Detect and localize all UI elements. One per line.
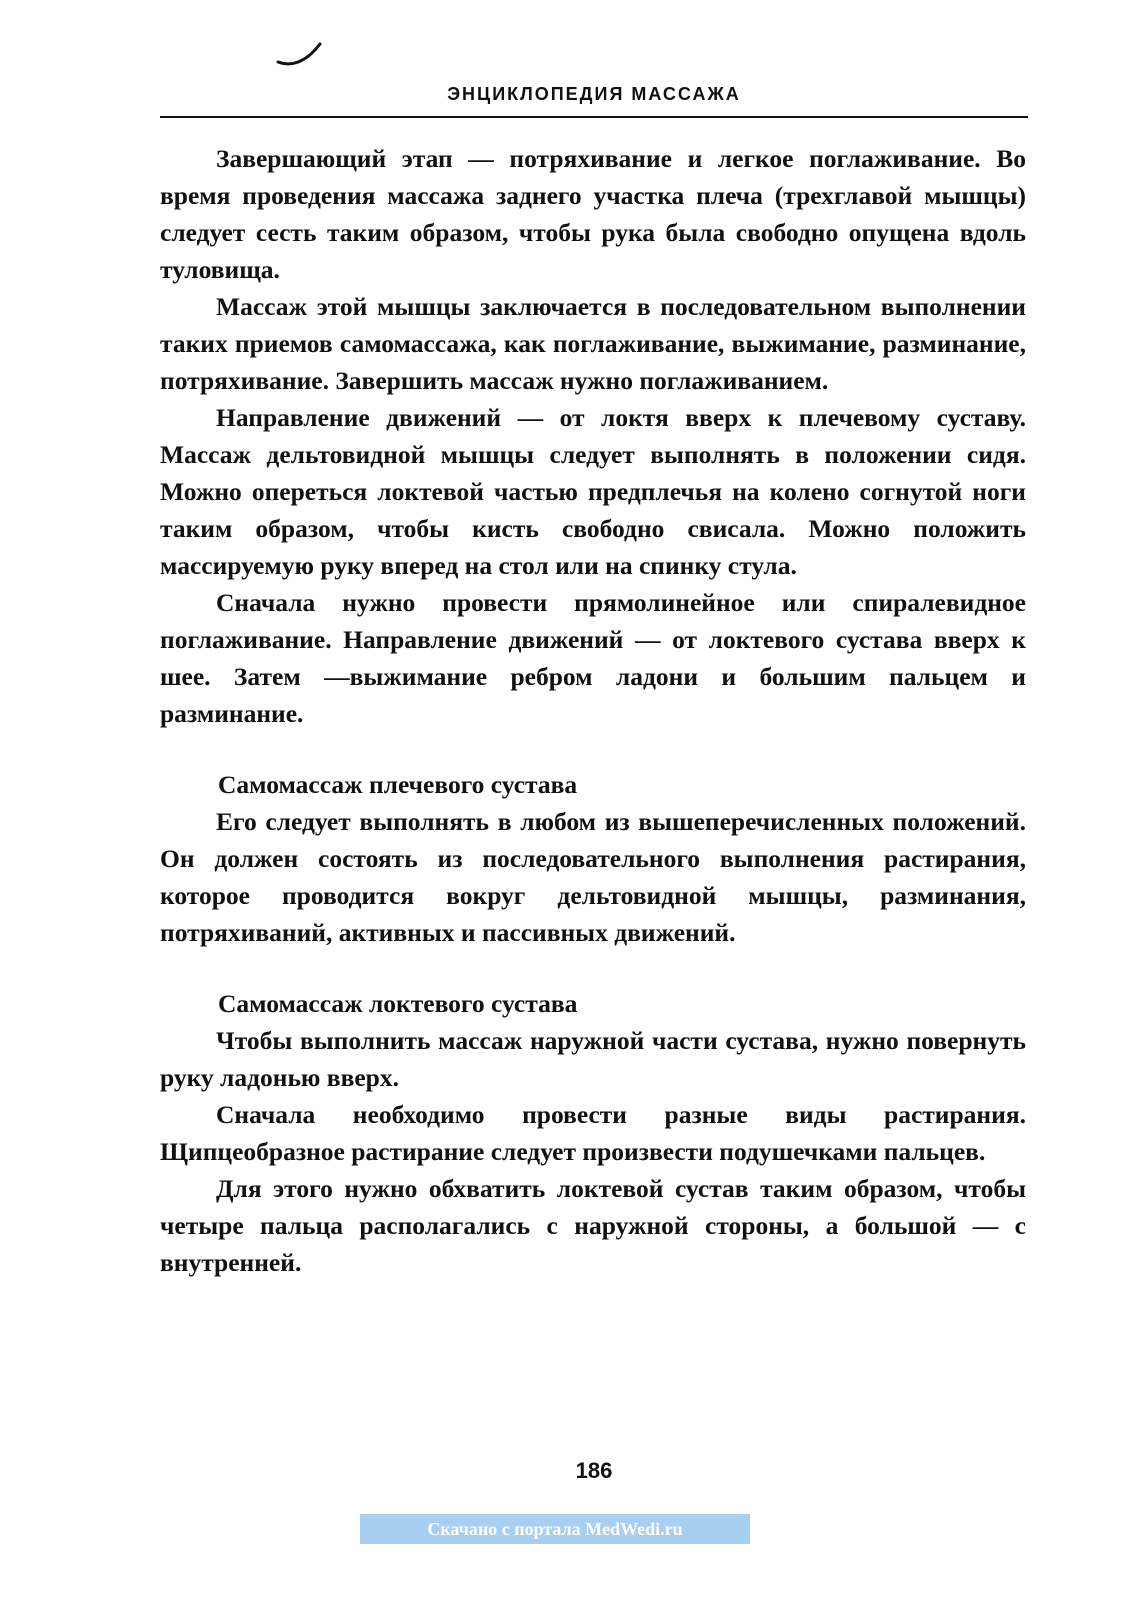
section-heading: Самомассаж плечевого сустава [218,770,578,799]
pen-mark [276,38,324,68]
section-heading: Самомассаж локтевого сустава [218,989,578,1018]
page-body [160,140,1026,1281]
paragraph: Направление движений — от локтя вверх к плечевому суставу. Массаж дельтовидной мышцы следует выполнять в положении сидя. Можно опереться локтевой частью предплечья на колено согнутой ноги таким образом, чтобы кисть свободно свисала. Можно положить массируемую руку вперед на стол или на спинку стула. [160,403,1026,580]
watermark-banner: Скачано с портала MedWedi.ru [360,1514,750,1544]
paragraph: Завершающий этап — потряхивание и легкое поглаживание. Во время проведения массажа заднего участка плеча (трехглавой мышцы) следует сесть таким образом, чтобы рука была свободно опущена вдоль туловища. [160,144,1026,284]
paragraph: Чтобы выполнить массаж наружной части сустава, нужно повернуть руку ладонью вверх. [160,1026,1026,1092]
paragraph: Сначала необходимо провести разные виды растирания. Щипцеобразное растирание следует произвести подушечками пальцев. [160,1100,1026,1166]
paragraph: Массаж этой мышцы заключается в последовательном выполнении таких приемов самомассажа, как поглаживание, выжимание, разминание, потряхивание. Завершить массаж нужно поглаживанием. [160,292,1026,395]
paragraph: Его следует выполнять в любом из вышеперечисленных положений. Он должен состоять из последовательного выполнения растирания, которое проводится вокруг дельтовидной мышцы, разминания, потряхиваний, активных и пассивных движений. [160,807,1026,947]
section-gap [160,951,1026,985]
running-header: ЭНЦИКЛОПЕДИЯ МАССАЖА [447,84,741,104]
section-gap [160,732,1026,766]
header-rule [160,116,1028,118]
page-number: 186 [575,1458,613,1483]
paragraph: Для этого нужно обхватить локтевой сустав таким образом, чтобы четыре пальца располагались с наружной стороны, а большой — с внутренней. [160,1174,1026,1277]
paragraph: Сначала нужно провести прямолинейное или спиралевидное поглаживание. Направление движений — от локтевого сустава вверх к шее. Затем —выжимание ребром ладони и большим пальцем и разминание. [160,588,1026,728]
